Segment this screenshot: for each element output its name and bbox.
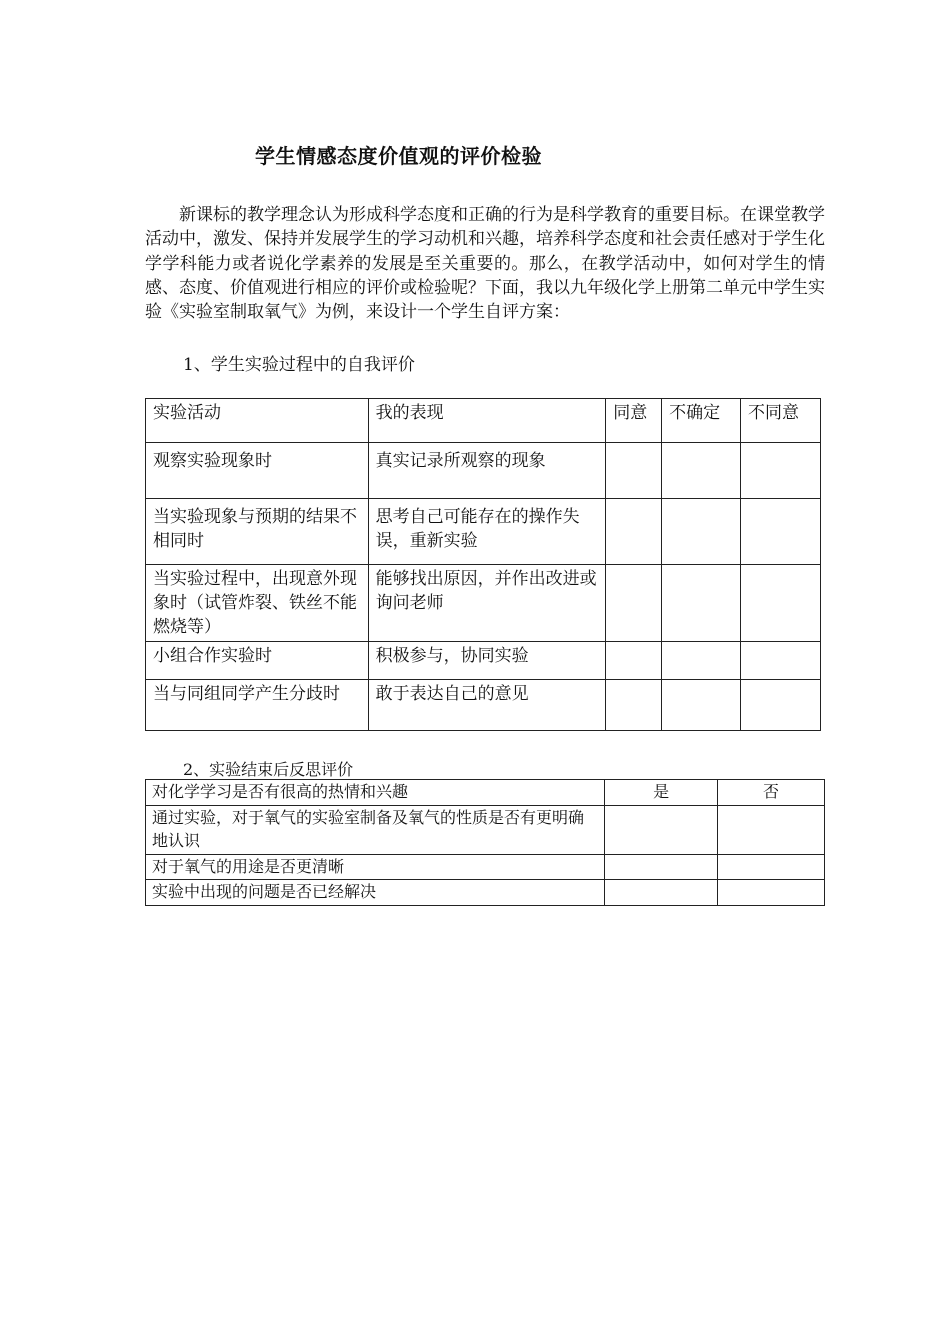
disagree-cell[interactable] [741,443,821,499]
unsure-cell[interactable] [662,443,741,499]
performance-cell: 能够找出原因，并作出改进或询问老师 [368,565,606,642]
table-row [146,880,825,906]
reflection-item-cell: 对于氧气的用途是否更清晰 [146,855,605,880]
agree-cell[interactable] [606,565,662,642]
unsure-cell[interactable] [662,680,741,731]
header-disagree: 不同意 [741,399,821,443]
table-row [146,499,821,565]
no-cell[interactable] [718,880,825,906]
activity-cell: 观察实验现象时 [146,443,369,499]
disagree-cell[interactable] [741,499,821,565]
unsure-cell[interactable] [662,565,741,642]
reflection-item-cell: 对化学学习是否有很高的热情和兴趣 [146,780,605,806]
no-cell[interactable] [718,806,825,855]
section-heading-1: 1、学生实验过程中的自我评价 [183,355,415,375]
page-title: 学生情感态度价值观的评价检验 [255,144,542,168]
reflection-item-cell: 实验中出现的问题是否已经解决 [146,880,605,906]
self-evaluation-table [145,398,821,731]
performance-cell: 敢于表达自己的意见 [368,680,606,731]
header-agree: 同意 [606,399,662,443]
agree-cell[interactable] [606,499,662,565]
disagree-cell[interactable] [741,565,821,642]
table-row [146,680,821,731]
activity-cell: 小组合作实验时 [146,642,369,680]
agree-cell[interactable] [606,680,662,731]
activity-cell: 当与同组同学产生分歧时 [146,680,369,731]
intro-paragraph: 新课标的教学理念认为形成科学态度和正确的行为是科学教育的重要目标。在课堂教学活动中，激发、保持并发展学生的学习动机和兴趣，培养科学态度和社会责任感对于学生化学学科能力或者说化学素养的发展是至关重要的。那么，在教学活动中，如何对学生的情感、态度、价值观进行相应的评价或检验呢？下面，我以九年级化学上册第二单元中学生实验《实验室制取氧气》为例，来设计一个学生自评方案： [145,205,825,323]
no-cell[interactable] [718,855,825,880]
yes-cell[interactable] [605,855,718,880]
table-row [146,642,821,680]
table-row [146,806,825,855]
header-activity: 实验活动 [146,399,369,443]
unsure-cell[interactable] [662,499,741,565]
header-performance: 我的表现 [368,399,606,443]
table-row [146,855,825,880]
activity-cell: 当实验现象与预期的结果不相同时 [146,499,369,565]
no-cell: 否 [718,780,825,806]
yes-cell[interactable] [605,806,718,855]
table-row [146,780,825,806]
disagree-cell[interactable] [741,680,821,731]
reflection-table [145,779,825,906]
performance-cell: 真实记录所观察的现象 [368,443,606,499]
yes-cell: 是 [605,780,718,806]
section-heading-2: 2、实验结束后反思评价 [183,760,354,779]
performance-cell: 积极参与，协同实验 [368,642,606,680]
header-unsure: 不确定 [662,399,741,443]
agree-cell[interactable] [606,642,662,680]
activity-cell: 当实验过程中，出现意外现象时（试管炸裂、铁丝不能燃烧等） [146,565,369,642]
disagree-cell[interactable] [741,642,821,680]
unsure-cell[interactable] [662,642,741,680]
reflection-item-cell: 通过实验，对于氧气的实验室制备及氧气的性质是否有更明确地认识 [146,806,605,855]
yes-cell[interactable] [605,880,718,906]
performance-cell: 思考自己可能存在的操作失误，重新实验 [368,499,606,565]
table-header-row [146,399,821,443]
table-row [146,443,821,499]
agree-cell[interactable] [606,443,662,499]
table-row [146,565,821,642]
